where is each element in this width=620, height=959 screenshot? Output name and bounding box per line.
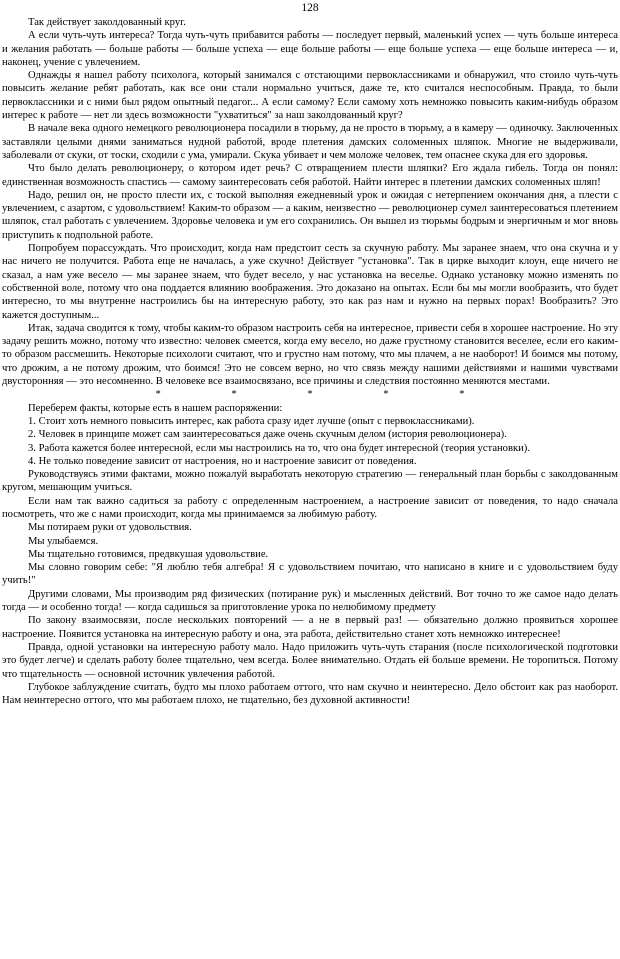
paragraph: Мы тщательно готовимся, предвкушая удовольствие. [28, 548, 269, 560]
paragraph: Надо, решил он, не просто плести их, с тоской выполняя ежедневный урок и ожидая с нетерпением окончания дня, а плести с увлечением, с азартом, с удовольствием! Каким-то образом — а каким, неизвестно — революционер сумел заинтересоваться плетением шляпок, стал работать с увлечением. Здоровье человека и ум его сохранились. Он вышел из тюрьмы бодрым и энергичным и мог вновь приступить к подпольной работе. [2, 189, 618, 241]
paragraph: А если чуть-чуть интереса? Тогда чуть-чуть прибавится работы — последует первый, маленький успех — чуть больше интереса и желания работать — больше работы — больше успеха — еще больше работы — еще больше успеха — еще больше интереса — и, наконец, учение с увлечением. [2, 30, 618, 68]
page-text [2, 16, 618, 707]
list-item: 2. Человек в принципе может сам заинтересоваться даже очень скучным делом (история революционера). [28, 429, 507, 441]
list-item: 3. Работа кажется более интересной, если мы настроились на то, что она будет интересной (теория установки). [28, 442, 530, 454]
paragraph: Если нам так важно садиться за работу с определенным настроением, а настроение зависит от поведения, то надо сначала посмотреть, что же с нами происходит, когда мы принимаемся за любимую работу. [2, 495, 618, 520]
section-separator: * * * * * [155, 389, 499, 401]
paragraph: Однажды я нашел работу психолога, который занимался с отстающими первоклассниками и обнаружил, что стоило чуть-чуть повысить желание ребят работать, как все они стали нормально учиться, даже те, кто считался неспособным. Правда, то были первоклассники и с ними был рядом опытный педагог... А если самому? Если самому хоть немножко повысить каким-нибудь образом интерес к работе — нет ли здесь возможности "ухватиться" за наш заколдованный круг? [2, 70, 618, 122]
paragraph: Глубокое заблуждение считать, будто мы плохо работаем оттого, что нам скучно и неинтересно. Дело обстоит как раз наоборот. Нам неинтересно оттого, что мы работаем плохо, не тщательно, без духовной активности! [2, 681, 618, 707]
paragraph: По закону взаимосвязи, после нескольких повторений — а не в первый раз! — обязательно должно проявиться хорошее настроение. Появится установка на интересную работу и она, эта работа, действительно станет хоть немножко интереснее! [2, 615, 618, 640]
paragraph: Попробуем порассуждать. Что происходит, когда нам предстоит сесть за скучную работу. Мы заранее знаем, что она скучна и у нас ничего не получится. Работа еще не началась, а уже скучно! Действует "установка". Так в цирке выходит клоун, еще ничего не сказал, а нам уже весело — мы заранее знаем, что будет весело, у нас установка на веселье. Однако установку можно изменять по собственной воле, потому что она поддается влиянию воображения. Это доказано на опытах. Если бы мы могли вообразить, что будет интересно, то мы внутренне настроились бы на интересную работу, это как раз нам и нужно на первых порах! Вообразить? Это кажется доступным... [2, 243, 618, 321]
paragraph: Мы словно говорим себе: "Я люблю тебя алгебра! Я с удовольствием почитаю, что написано в книге и с удовольствием буду учить!" [2, 562, 618, 587]
paragraph: Что было делать революционеру, о котором идет речь? С отвращением плести шляпки? Его ждала гибель. Тогда он понял: единственная возможность спастись — самому заинтересовать себя работой. Найти интерес в плетении дамских соломенных шляп! [2, 163, 618, 188]
paragraph: Другими словами, Мы производим ряд физических (потирание рук) и мысленных действий. Вот точно то же самое надо делать тогда — и особенно тогда! — когда садишься за приготовление урока по нелюбимому предмету [2, 588, 618, 614]
paragraph: Мы потираем руки от удовольствия. [28, 522, 192, 534]
list-item: 1. Стоит хоть немного повысить интерес, как работа сразу идет лучше (опыт с первоклассниками). [28, 415, 475, 427]
paragraph: Правда, одной установки на интересную работу мало. Надо приложить чуть-чуть старания (после психологической подготовки это будет легче) и сделать работу более тщательно, чем всегда. Более внимательно. Отдать ей больше времени. Не торопиться. Потому что тщательность — основной источник увлечения работой. [2, 641, 618, 680]
paragraph: Так действует заколдованный круг. [28, 17, 186, 28]
page-number: 128 [301, 2, 319, 14]
paragraph: Мы улыбаемся. [28, 535, 99, 547]
paragraph: В начале века одного немецкого революционера посадили в тюрьму, да не просто в тюрьму, а в камеру — одиночку. Заключенных заставляли целыми днями заниматься нудной работой, вроде плетения дамских соломенных шляпок. Многие не выдерживали, заболевали от скуки, от тоски, сходили с ума, умирали. Скука убивает и чем моложе человек, тем опаснее скука для его здоровья. [2, 123, 618, 161]
paragraph: Переберем факты, которые есть в нашем распоряжении: [28, 402, 283, 414]
list-item: 4. Не только поведение зависит от настроения, но и настроение зависит от поведения. [28, 455, 417, 467]
paragraph: Итак, задача сводится к тому, чтобы каким-то образом настроить себя на интересное, привести себя в хорошее настроение. Но эту задачу решить можно, потому что известно: человек смеется, когда ему весело, но даже грустному становится веселее, если его каким-то образом рассмешить. Некоторые психологи считают, что и грустно нам потому, что мы плачем, а не наоборот! И боимся мы потому, что дрожим, а не потому дрожим, что боимся! Это не совсем верно, но что связь между нашими действиями и нашими чувствами двусторонняя — это несомненно. В человеке все взаимосвязано, все причины и следствия постоянно меняются местами. [2, 322, 618, 388]
paragraph: Руководствуясь этими фактами, можно пожалуй выработать некоторую стратегию — генеральный план борьбы с заколдованным кругом, мешающим учиться. [2, 469, 618, 494]
